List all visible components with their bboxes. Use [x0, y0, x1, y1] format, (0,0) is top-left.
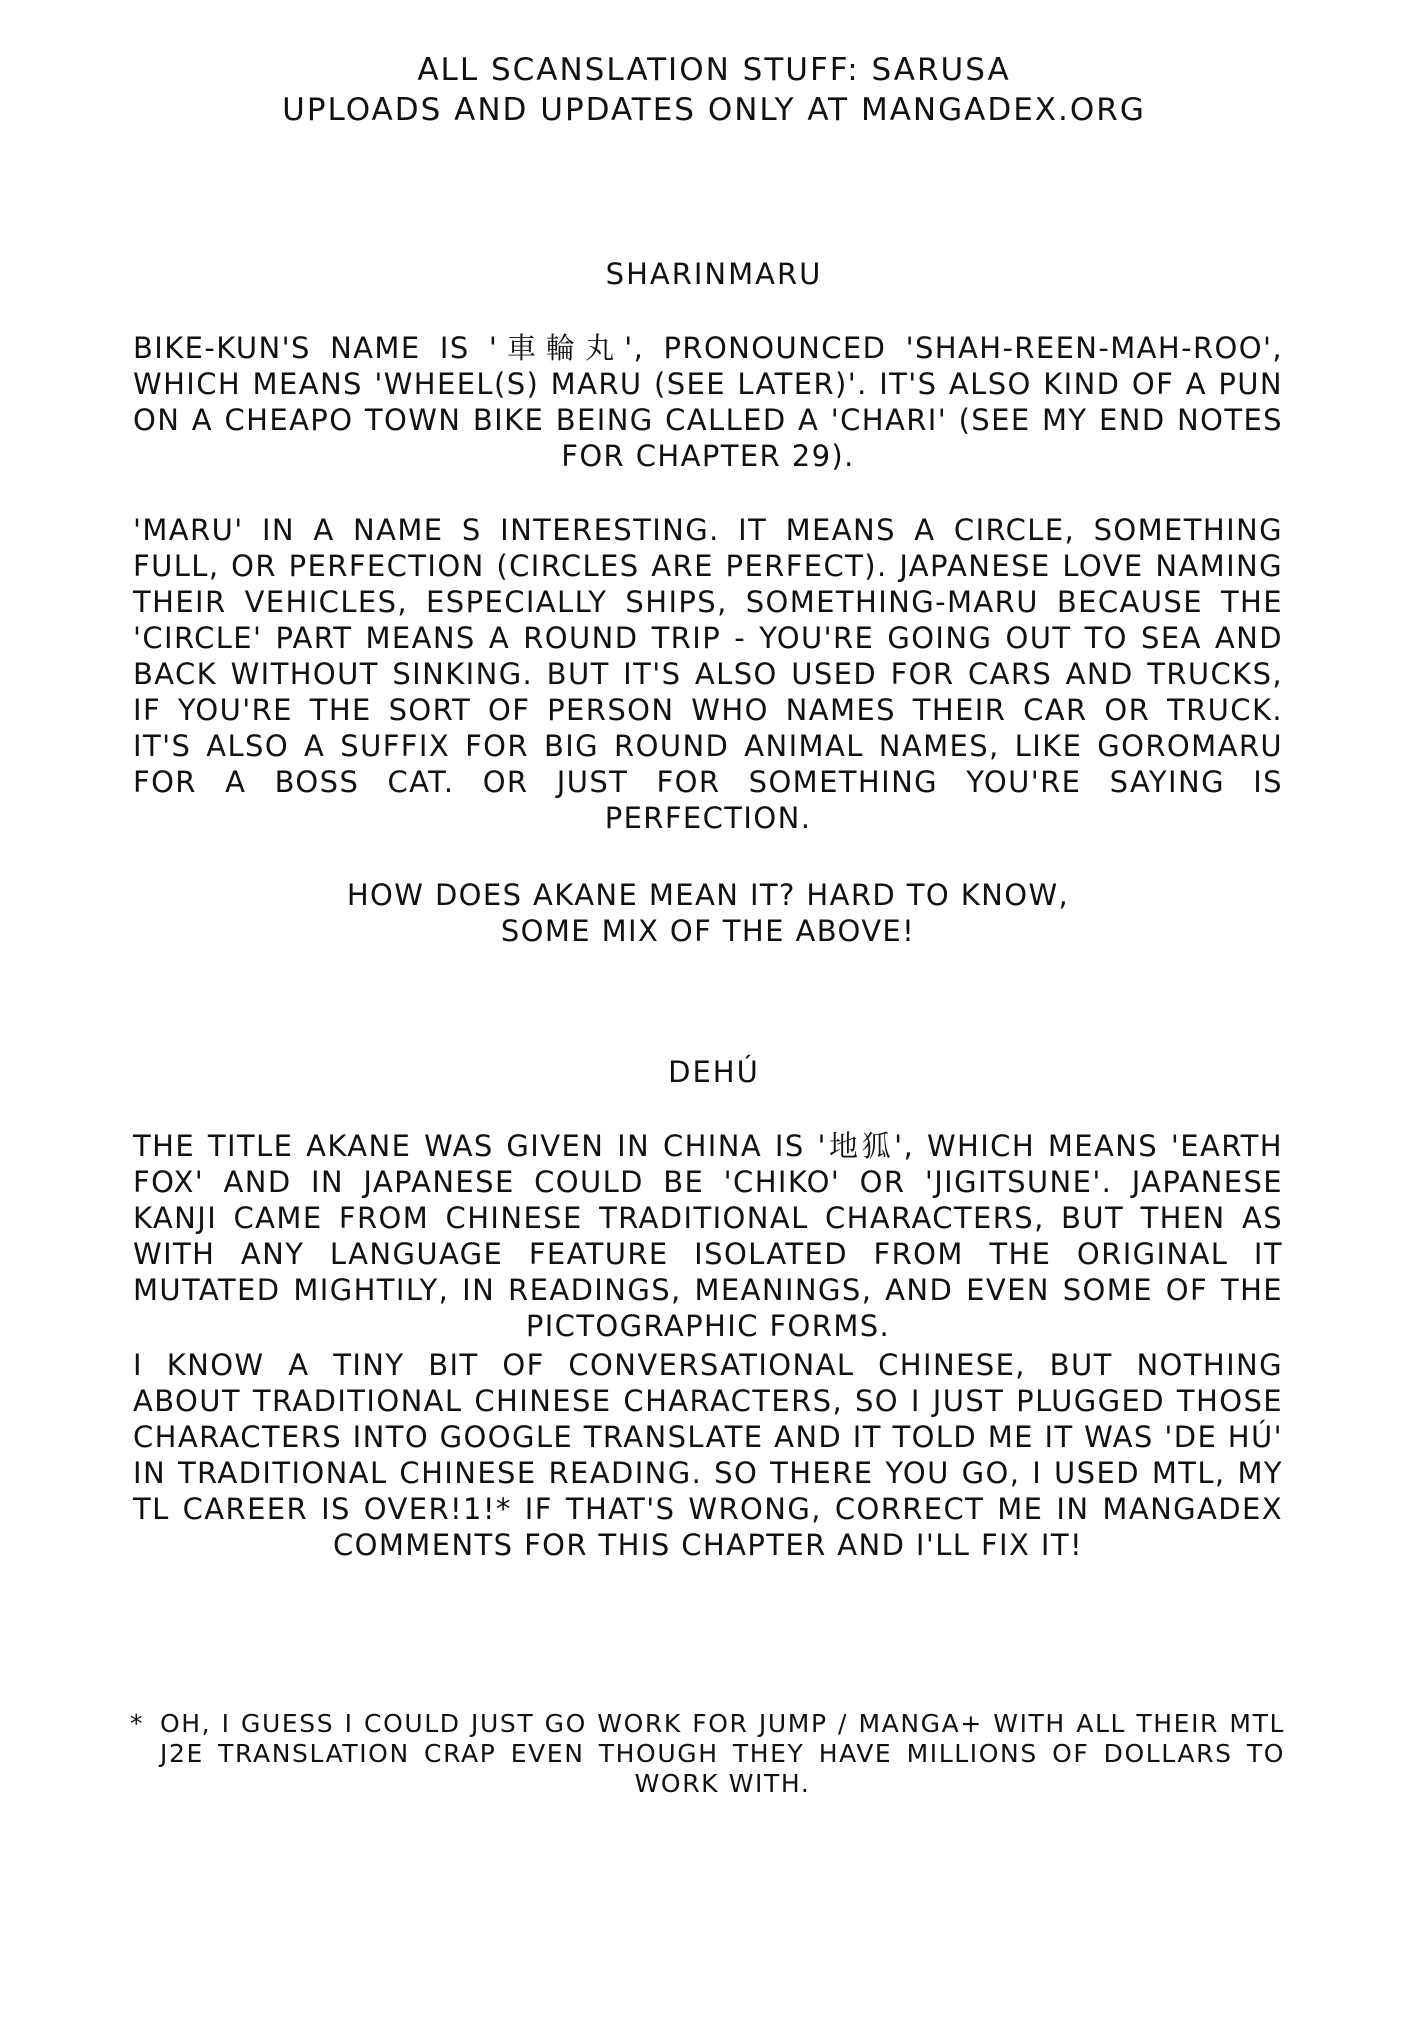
footnote	[130, 1709, 1285, 1799]
sharinmaru-paragraph-3	[133, 877, 1283, 949]
dehu-paragraph-2: I KNOW A TINY BIT OF CONVERSATIONAL CHINESE, BUT NOTHING ABOUT TRADITIONAL CHINESE CHARACTERS, SO I JUST PLUGGED THOSE CHARACTERS INTO GOOGLE TRANSLATE AND IT TOLD ME IT WAS 'DE HÚ' IN TRADITIONAL CHINESE READING. SO THERE YOU GO, I USED MTL, MY TL CAREER IS OVER!1!* IF THAT'S WRONG, CORRECT ME IN MANGADEX COMMENTS FOR THIS CHAPTER AND I'LL FIX IT!	[133, 1348, 1283, 1562]
dehu-paragraph-1: THE TITLE AKANE WAS GIVEN IN CHINA IS '地狐', WHICH MEANS 'EARTH FOX' AND IN JAPANESE COULD BE 'CHIKO' OR 'JIGITSUNE'. JAPANESE KANJI CAME FROM CHINESE TRADITIONAL CHARACTERS, BUT THEN AS WITH ANY LANGUAGE FEATURE ISOLATED FROM THE ORIGINAL IT MUTATED MIGHTILY, IN READINGS, MEANINGS, AND EVEN SOME OF THE PICTOGRAPHIC FORMS.	[133, 1129, 1283, 1343]
footnote-text: OH, I GUESS I COULD JUST GO WORK FOR JUMP / MANGA+ WITH ALL THEIR MTL J2E TRANSLATION CRAP EVEN THOUGH THEY HAVE MILLIONS OF DOLLARS TO WORK WITH.	[160, 1709, 1285, 1798]
credits-header	[0, 50, 1428, 130]
section-title-dehu: DEHÚ	[668, 1055, 760, 1089]
credits-line-uploads: UPLOADS AND UPDATES ONLY AT MANGADEX.ORG	[282, 92, 1146, 128]
sharinmaru-paragraph-2: 'MARU' IN A NAME S INTERESTING. IT MEANS A CIRCLE, SOMETHING FULL, OR PERFECTION (CIRCLES ARE PERFECT). JAPANESE LOVE NAMING THEIR VEHICLES, ESPECIALLY SHIPS, SOMETHING-MARU BECAUSE THE 'CIRCLE' PART MEANS A ROUND TRIP - YOU'RE GOING OUT TO SEA AND BACK WITHOUT SINKING. BUT IT'S ALSO USED FOR CARS AND TRUCKS, IF YOU'RE THE SORT OF PERSON WHO NAMES THEIR CAR OR TRUCK. IT'S ALSO A SUFFIX FOR BIG ROUND ANIMAL NAMES, LIKE GOROMARU FOR A BOSS CAT. OR JUST FOR SOMETHING YOU'RE SAYING IS PERFECTION.	[133, 513, 1283, 835]
credits-line-scanlator: ALL SCANSLATION STUFF: SARUSA	[417, 52, 1011, 88]
sharinmaru-paragraph-3-line-1: HOW DOES AKANE MEAN IT? HARD TO KNOW,	[346, 878, 1070, 912]
sharinmaru-paragraph-1: BIKE-KUN'S NAME IS '車輪丸', PRONOUNCED 'SHAH-REEN-MAH-ROO', WHICH MEANS 'WHEEL(S) MARU (SEE LATER)'. IT'S ALSO KIND OF A PUN ON A CHEAPO TOWN BIKE BEING CALLED A 'CHARI' (SEE MY END NOTES FOR CHAPTER 29).	[133, 331, 1283, 473]
sharinmaru-paragraph-3-line-2: SOME MIX OF THE ABOVE!	[500, 914, 916, 948]
section-title-sharinmaru: SHARINMARU	[605, 257, 823, 291]
footnote-asterisk: *	[130, 1709, 145, 1738]
